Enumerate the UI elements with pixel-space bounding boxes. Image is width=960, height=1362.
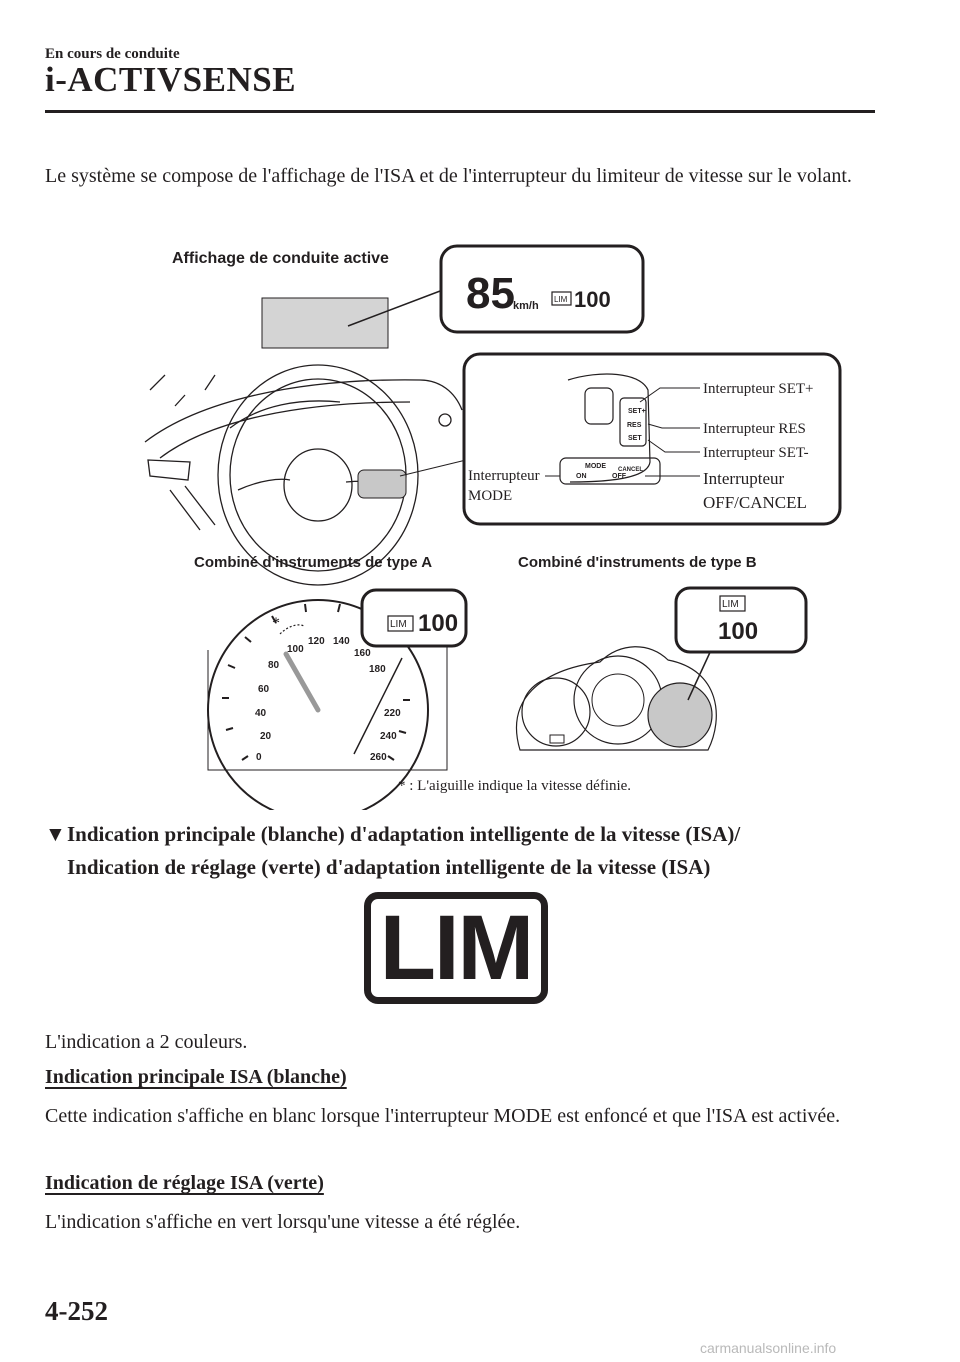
speedo-tick-180: 180 bbox=[369, 664, 386, 675]
setting-indication-paragraph: L'indication s'affiche en vert lorsqu'une vitesse a été réglée. bbox=[45, 1211, 521, 1233]
speedo-tick-20: 20 bbox=[260, 731, 272, 742]
speedo-tick-260: 260 bbox=[370, 752, 387, 763]
button-set-plus: SET+ bbox=[628, 408, 646, 415]
label-res: Interrupteur RES bbox=[703, 421, 806, 437]
label-set-plus: Interrupteur SET+ bbox=[703, 381, 814, 397]
lim-icon-text: LIM bbox=[379, 897, 533, 999]
isa-system-figure bbox=[0, 230, 960, 810]
intro-paragraph: Le système se compose de l'affichage de l'ISA et de l'interrupteur du limiteur de vitesse sur le volant. bbox=[45, 165, 852, 187]
active-speed: 85 bbox=[466, 269, 515, 318]
cluster-b-limit-value: 100 bbox=[718, 618, 759, 645]
cluster-b-indicator bbox=[550, 735, 564, 743]
speedo-tick-220: 220 bbox=[384, 708, 401, 719]
label-mode-2: MODE bbox=[468, 488, 513, 504]
asterisk-mark: * bbox=[272, 615, 280, 632]
speedometer-needle bbox=[286, 654, 318, 710]
speedo-tick-0: 0 bbox=[256, 752, 262, 763]
cluster-a-label: Combiné d'instruments de type A bbox=[194, 554, 433, 571]
colors-paragraph: L'indication a 2 couleurs. bbox=[45, 1031, 248, 1053]
dashboard-illustration bbox=[145, 365, 462, 585]
label-off-2: OFF/CANCEL bbox=[703, 493, 807, 512]
button-res: RES bbox=[627, 422, 642, 429]
speedo-tick-100: 100 bbox=[287, 644, 304, 655]
lim-icon bbox=[364, 892, 548, 1004]
cluster-b-lim-text: LIM bbox=[722, 599, 739, 610]
cluster-b-left-gauge bbox=[522, 678, 590, 746]
speedo-tick-240: 240 bbox=[380, 731, 397, 742]
speedo-tick-120: 120 bbox=[308, 636, 325, 647]
button-on: ON bbox=[576, 473, 587, 480]
section-heading bbox=[45, 818, 875, 884]
speedo-tick-60: 60 bbox=[258, 684, 270, 695]
setting-indication-heading: Indication de réglage ISA (verte) bbox=[45, 1172, 324, 1194]
set-speed-marker bbox=[280, 625, 304, 634]
title-divider bbox=[45, 110, 875, 113]
button-cancel: CANCEL bbox=[618, 467, 643, 473]
section-heading-line-2: Indication de réglage (verte) d'adaptation intelligente de la vitesse (ISA) bbox=[67, 855, 711, 879]
active-speed-unit: km/h bbox=[513, 300, 539, 312]
cluster-b-label: Combiné d'instruments de type B bbox=[518, 554, 757, 571]
cluster-a-limit-value: 100 bbox=[418, 610, 459, 637]
switch-callout-line bbox=[400, 460, 466, 476]
section-heading-line-1: Indication principale (blanche) d'adaptation intelligente de la vitesse (ISA)/ bbox=[67, 822, 741, 846]
watermark: carmanualsonline.info bbox=[700, 1340, 837, 1356]
main-indication-paragraph: Cette indication s'affiche en blanc lorsque l'interrupteur MODE est enfoncé et que l'ISA est activée. bbox=[45, 1105, 841, 1127]
label-set-minus: Interrupteur SET- bbox=[703, 445, 809, 461]
main-indication-heading: Indication principale ISA (blanche) bbox=[45, 1066, 347, 1088]
speedo-tick-160: 160 bbox=[354, 648, 371, 659]
button-set-minus: SET bbox=[628, 435, 642, 442]
page-number: 4-252 bbox=[45, 1296, 108, 1326]
cluster-a-lim-text: LIM bbox=[390, 619, 407, 630]
active-limit-value: 100 bbox=[574, 287, 611, 312]
label-off-1: Interrupteur bbox=[703, 469, 785, 488]
triangle-bullet-icon: ▼ bbox=[45, 822, 66, 846]
page-title: i-ACTIVSENSE bbox=[45, 60, 297, 99]
lim-badge-text: LIM bbox=[554, 295, 568, 304]
windshield-display-area bbox=[262, 298, 388, 348]
button-off: OFF bbox=[612, 473, 626, 480]
speedo-tick-140: 140 bbox=[333, 636, 350, 647]
cluster-b-center-inner bbox=[592, 674, 644, 726]
section-label: En cours de conduite bbox=[45, 46, 180, 62]
button-mode: MODE bbox=[585, 463, 606, 470]
speedo-tick-80: 80 bbox=[268, 660, 280, 671]
speedo-tick-40: 40 bbox=[255, 708, 267, 719]
label-mode-1: Interrupteur bbox=[468, 468, 540, 484]
cluster-b-right-gauge bbox=[648, 683, 712, 747]
figure-footnote: * : L'aiguille indique la vitesse définie. bbox=[398, 778, 632, 794]
active-display-label: Affichage de conduite active bbox=[172, 250, 389, 267]
steering-switch-highlight bbox=[358, 470, 406, 498]
